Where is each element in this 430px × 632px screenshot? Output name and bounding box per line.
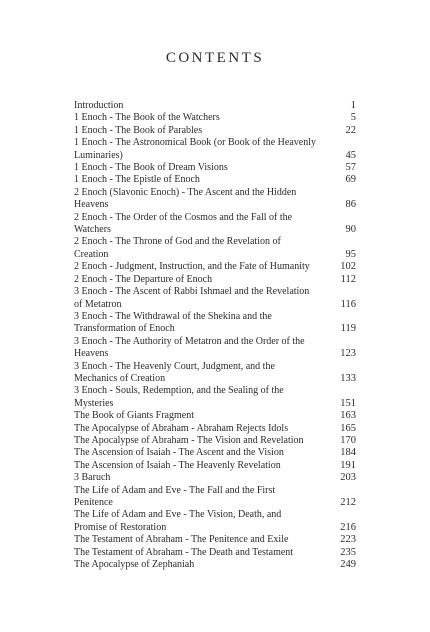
toc-entry: [74, 423, 356, 435]
toc-entry: [74, 460, 356, 472]
toc-entry-page-number: 5: [350, 112, 356, 124]
toc-entry: [74, 162, 356, 174]
toc-entry-title: 3 Enoch - The Withdrawal of the Shekina and the Transformation of Enoch: [74, 310, 272, 335]
toc-entry: [74, 174, 356, 186]
toc-entry: [74, 212, 356, 237]
toc-entry-page-number: 184: [340, 447, 356, 459]
toc-entry-title: The Apocalypse of Zephaniah: [74, 559, 195, 571]
toc-entry-title: The Life of Adam and Eve - The Vision, Death, and Promise of Restoration: [74, 509, 282, 533]
toc-entry: [74, 236, 356, 261]
toc-entry-page-number: 216: [340, 521, 356, 533]
toc-entry: [74, 410, 356, 422]
page-title: CONTENTS: [165, 50, 265, 66]
toc-entry-page-number: 165: [340, 422, 356, 434]
toc-entry-title: 2 Enoch - Judgment, Instruction, and the Fate of Humanity: [74, 261, 310, 273]
toc-entry-title: 1 Enoch - The Epistle of Enoch: [74, 174, 200, 186]
toc-entry-page-number: 1: [350, 100, 356, 111]
toc-entry-page-number: 95: [345, 248, 356, 260]
toc-entry-page-number: 235: [340, 546, 356, 558]
toc-entry: [74, 435, 356, 447]
toc-entry-title: The Testament of Abraham - The Death and Testament: [74, 546, 294, 558]
toc-entry-title: 2 Enoch - The Throne of God and the Revelation of Creation: [74, 236, 281, 260]
toc-entry: [74, 261, 356, 273]
toc-entry-title: 2 Enoch (Slavonic Enoch) - The Ascent and the Hidden Heavens: [74, 186, 297, 211]
toc-entry: [74, 472, 356, 484]
toc-entry-title: 2 Enoch - The Order of the Cosmos and the Fall of the Watchers: [74, 211, 293, 236]
toc-entry: [74, 385, 356, 410]
toc-entry-title: Introduction: [74, 100, 124, 111]
toc-entry: [74, 447, 356, 459]
toc-entry-page-number: 133: [340, 372, 356, 384]
toc-entry: [74, 547, 356, 559]
table-of-contents: [74, 100, 356, 571]
toc-entry-page-number: 22: [345, 124, 356, 136]
toc-entry-page-number: 123: [340, 348, 356, 360]
toc-entry-page-number: 45: [345, 149, 356, 161]
toc-entry-title: The Apocalypse of Abraham - The Vision and Revelation: [74, 434, 304, 446]
toc-entry-title: 3 Enoch - The Authority of Metatron and the Order of the Heavens: [74, 335, 305, 360]
toc-entry-page-number: 102: [340, 261, 356, 273]
toc-entry-page-number: 163: [340, 410, 356, 422]
toc-entry-page-number: 69: [345, 174, 356, 186]
toc-entry: [74, 311, 356, 336]
toc-entry: [74, 361, 356, 386]
toc-entry: [74, 100, 356, 112]
toc-entry-title: 3 Enoch - Souls, Redemption, and the Sealing of the Mysteries: [74, 385, 284, 409]
toc-entry: [74, 336, 356, 361]
toc-entry-page-number: 112: [340, 273, 356, 285]
toc-entry-title: 1 Enoch - The Book of the Watchers: [74, 112, 220, 124]
toc-entry-page-number: 191: [340, 459, 356, 471]
toc-entry: [74, 137, 356, 162]
toc-entry: [74, 286, 356, 311]
toc-entry-page-number: 249: [340, 559, 356, 571]
toc-entry: [74, 112, 356, 124]
toc-entry-page-number: 203: [340, 472, 356, 484]
toc-entry-page-number: 212: [340, 497, 356, 508]
toc-entry: [74, 187, 356, 212]
toc-entry-title: 1 Enoch - The Book of Parables: [74, 124, 203, 136]
toc-entry-page-number: 119: [340, 323, 356, 335]
toc-entry: [74, 125, 356, 137]
toc-entry-title: 2 Enoch - The Departure of Enoch: [74, 273, 213, 285]
toc-entry-page-number: 86: [345, 199, 356, 211]
toc-entry-title: 3 Baruch: [74, 472, 111, 484]
toc-entry-title: The Ascension of Isaiah - The Ascent and the Vision: [74, 447, 284, 459]
toc-entry: [74, 485, 356, 510]
toc-entry-title: The Ascension of Isaiah - The Heavenly Revelation: [74, 459, 281, 471]
toc-entry: [74, 274, 356, 286]
toc-entry-title: The Book of Giants Fragment: [74, 410, 194, 422]
toc-entry-page-number: 116: [340, 298, 356, 310]
toc-entry-title: 3 Enoch - The Heavenly Court, Judgment, and the Mechanics of Creation: [74, 360, 275, 384]
toc-entry-page-number: 223: [340, 534, 356, 546]
toc-entry-page-number: 151: [340, 397, 356, 409]
toc-entry-title: The Life of Adam and Eve - The Fall and the First Penitence: [74, 484, 276, 508]
toc-entry: [74, 534, 356, 546]
toc-entry: [74, 509, 356, 534]
toc-entry-title: 1 Enoch - The Book of Dream Visions: [74, 162, 228, 174]
toc-entry-title: The Apocalypse of Abraham - Abraham Rejects Idols: [74, 422, 289, 434]
toc-entry-page-number: 90: [345, 224, 356, 236]
toc-entry-page-number: 57: [345, 162, 356, 174]
toc-entry-page-number: 170: [340, 434, 356, 446]
toc-entry-title: 1 Enoch - The Astronomical Book (or Book of the Heavenly Luminaries): [74, 137, 316, 161]
toc-entry-title: 3 Enoch - The Ascent of Rabbi Ishmael and the Revelation of Metatron: [74, 286, 310, 310]
toc-entry: [74, 559, 356, 571]
toc-entry-title: The Testament of Abraham - The Penitence and Exile: [74, 534, 289, 546]
